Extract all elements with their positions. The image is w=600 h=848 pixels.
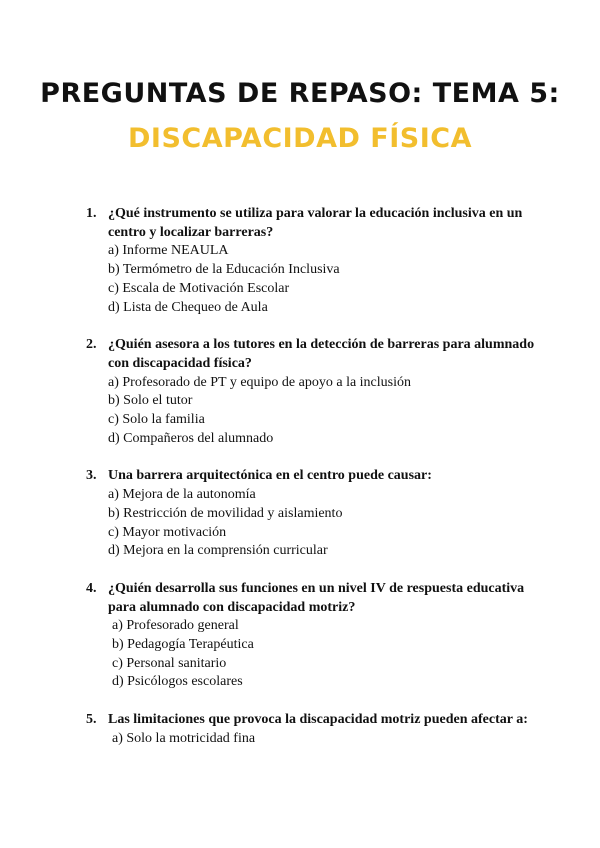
page-title: PREGUNTAS DE REPASO: TEMA 5: [40,78,560,109]
question-4 [86,580,546,692]
option-d: d) Compañeros del alumnado [108,430,274,446]
option-c: c) Solo la familia [108,412,205,428]
option-a: a) Solo la motricidad fina [112,730,256,746]
question-3 [86,467,546,561]
option-d: d) Psicólogos escolares [112,674,243,690]
question-2 [86,336,546,448]
question-list [86,205,546,768]
option-list [108,242,546,317]
option-d: d) Lista de Chequeo de Aula [108,299,268,315]
option-a: a) Profesorado general [112,618,239,634]
question-text: ¿Quién desarrolla sus funciones en un nivel IV de respuesta educativa para alumnado con discapacidad motriz? [108,580,525,615]
option-c: c) Mayor motivación [108,524,227,540]
option-b: b) Solo el tutor [108,393,193,409]
option-c: c) Personal sanitario [112,655,227,671]
question-number: 2. [86,337,97,353]
question-number: 4. [86,580,97,596]
option-list [108,486,546,561]
question-text: ¿Quién asesora a los tutores en la detección de barreras para alumnado con discapacidad física? [108,337,535,371]
question-text: Las limitaciones que provoca la discapacidad motriz pueden afectar a: [108,712,528,728]
question-1 [86,205,546,317]
option-list [108,730,546,749]
page-subtitle: DISCAPACIDAD FÍSICA [128,123,472,154]
question-number: 1. [86,206,97,221]
option-b: b) Pedagogía Terapéutica [112,637,254,653]
question-5 [86,711,546,748]
option-a: a) Profesorado de PT y equipo de apoyo a la inclusión [108,374,412,390]
option-list [108,617,546,692]
question-number: 3. [86,468,97,484]
option-d: d) Mejora en la comprensión curricular [108,543,328,559]
option-a: a) Mejora de la autonomía [108,487,256,503]
question-text: ¿Qué instrumento se utiliza para valorar la educación inclusiva en un centro y localizar barreras? [108,206,523,240]
question-text: Una barrera arquitectónica en el centro puede causar: [108,468,432,484]
option-list [108,374,546,449]
option-b: b) Restricción de movilidad y aislamiento [108,505,343,521]
question-number: 5. [86,712,97,728]
option-b: b) Termómetro de la Educación Inclusiva [108,262,340,278]
option-c: c) Escala de Motivación Escolar [108,280,290,296]
option-a: a) Informe NEAULA [108,243,229,259]
